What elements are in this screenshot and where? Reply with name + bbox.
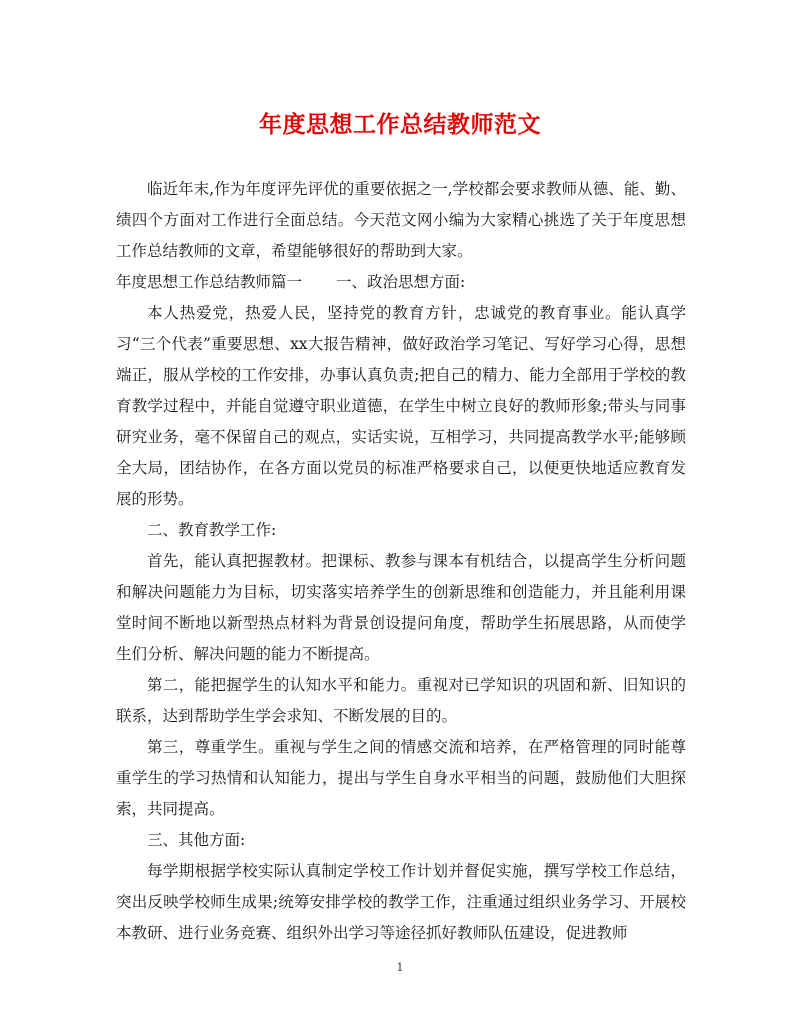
teaching-paragraph-second: 第二，能把握学生的认知水平和能力。重视对已学知识的巩固和新、旧知识的联系，达到帮助学生学会求知、不断发展的目的。 <box>116 676 686 725</box>
teaching-paragraph-third: 第三，尊重学生。重视与学生之间的情感交流和培养，在严格管理的同时能尊重学生的学习热情和认知能力，提出与学生自身水平相当的问题，鼓励他们大胆探索，共同提高。 <box>116 738 686 818</box>
page-number: 1 <box>396 961 404 974</box>
document-body <box>116 174 686 949</box>
section-heading-politics: 一、政治思想方面: <box>336 273 466 291</box>
other-paragraph: 每学期根据学校实际认真制定学校工作计划并督促实施，撰写学校工作总结，突出反映学校师生成果;统筹安排学校的教学工作，注重通过组织业务学习、开展校本教研、进行业务竞赛、组织外出学习等途径抓好教师队伍建设，促进教师 <box>116 862 686 942</box>
intro-paragraph: 临近年末,作为年度评先评优的重要依据之一,学校都会要求教师从德、能、勤、绩四个方面对工作进行全面总结。今天范文网小编为大家精心挑选了关于年度思想工作总结教师的文章，希望能够很好的帮助到大家。 <box>116 180 686 260</box>
article-heading: 年度思想工作总结教师篇一 <box>116 273 303 291</box>
section-heading-teaching: 二、教育教学工作: <box>147 521 277 539</box>
section-heading-other: 三、其他方面: <box>147 831 246 849</box>
teaching-paragraph-first: 首先，能认真把握教材。把课标、教参与课本有机结合，以提高学生分析问题和解决问题能力为目标，切实落实培养学生的创新思维和创造能力，并且能利用课堂时间不断地以新型热点材料为背景创设提问角度，帮助学生拓展思路，从而使学生们分析、解决问题的能力不断提高。 <box>116 552 686 663</box>
politics-paragraph: 本人热爱党，热爱人民，坚持党的教育方针，忠诚党的教育事业。能认真学习“三个代表”重要思想、xx大报告精神，做好政治学习笔记、写好学习心得，思想端正，服从学校的工作安排，办事认真负责;把自己的精力、能力全部用于学校的教育教学过程中，并能自觉遵守职业道德，在学生中树立良好的教师形象;带头与同事研究业务，毫不保留自己的观点，实话实说，互相学习，共同提高教学水平;能够顾全大局，团结协作，在各方面以党员的标准严格要求自己，以便更快地适应教育发展的形势。 <box>116 304 686 508</box>
page-title: 年度思想工作总结教师范文 <box>259 111 541 138</box>
article-heading-line <box>116 267 686 298</box>
